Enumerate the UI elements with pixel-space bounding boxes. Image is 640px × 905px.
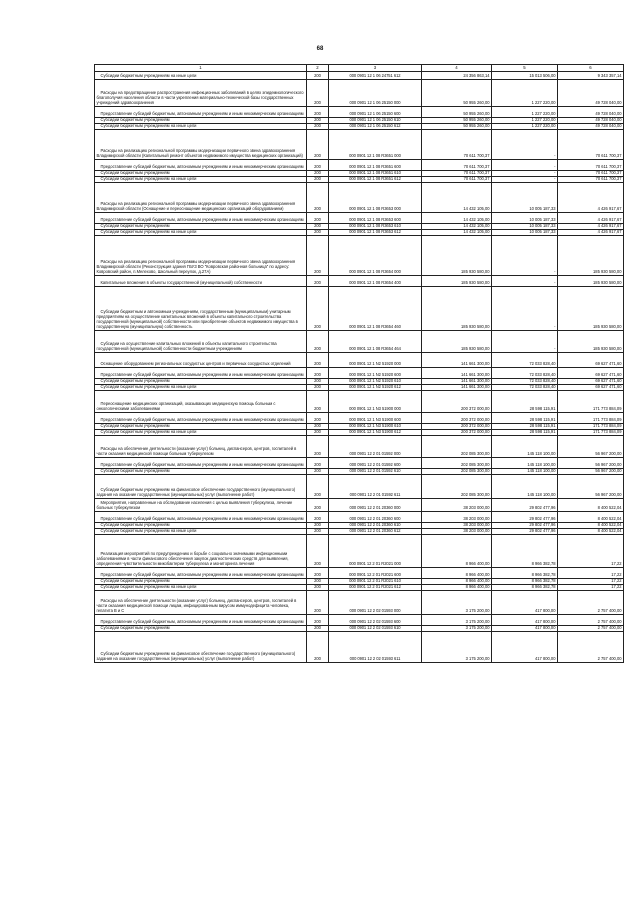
row-name: Предоставление субсидий бюджетным, автономным учреждениям и иным некоммерческим организациям [95, 512, 307, 523]
row-code: 000 0901 12 1 08 R3653 612 [329, 230, 422, 236]
table-row [95, 591, 624, 615]
row-kvr: 200 [307, 130, 329, 160]
row-code: 000 0901 12 2 02 01593 610 [329, 626, 422, 632]
row-name: Расходы на предотвращение распространения инфекционных заболеваний в целях эпидемиологического благополучия населения области в части укрепления материально-технической базы государственных учреждений здравоохранения [95, 80, 307, 107]
row-value-executed: - [492, 160, 558, 171]
row-code: 000 0901 12 1 N2 51920 600 [329, 368, 422, 379]
row-name: Субсидии бюджетным учреждениям [95, 379, 307, 385]
row-code: 000 0901 12 1 08 R3651 600 [329, 160, 422, 171]
row-code: 000 0901 12 1 08 R3654 000 [329, 236, 422, 276]
row-value-approved: 8 966 400,00 [422, 579, 492, 585]
row-kvr: 200 [307, 177, 329, 183]
row-value-executed: 8 966 382,78 [492, 568, 558, 579]
row-kvr: 200 [307, 535, 329, 568]
row-name: Субсидии бюджетным учреждениям на финансовое обеспечение государственного (муниципального) задания на оказание государственных (муниципальных) услуг (выполнение работ) [95, 475, 307, 499]
row-code: 000 0901 12 2 01 R2021 600 [329, 568, 422, 579]
table-row [95, 632, 624, 663]
header-cell: 5 [492, 65, 558, 72]
row-code: 000 0901 12 2 01 20360 612 [329, 529, 422, 535]
row-value-approved: 50 955 260,00 [422, 124, 492, 130]
row-name: Субсидии бюджетным учреждениям [95, 579, 307, 585]
row-code: 000 0901 12 1 06 25150 612 [329, 124, 422, 130]
row-value-remainder: 2 757 400,00 [558, 615, 624, 626]
row-code: 000 0901 12 2 01 20360 600 [329, 512, 422, 523]
row-code: 000 0901 12 1 08 R3654 464 [329, 331, 422, 353]
row-value-approved: 14 432 105,00 [422, 183, 492, 213]
row-value-executed: 29 802 477,96 [492, 529, 558, 535]
row-code: 000 0901 12 1 N3 51900 612 [329, 430, 422, 436]
row-code: 000 0901 12 1 08 R3651 612 [329, 177, 422, 183]
row-value-executed: - [492, 177, 558, 183]
row-kvr: 200 [307, 591, 329, 615]
row-value-approved: 202 085 300,00 [422, 469, 492, 475]
row-value-approved: 24 356 863,14 [422, 72, 492, 80]
row-value-approved: 141 661 300,00 [422, 368, 492, 379]
row-value-approved: 202 085 300,00 [422, 475, 492, 499]
row-name: Субсидии бюджетным учреждениям на иные цели [95, 430, 307, 436]
row-value-executed: - [492, 130, 558, 160]
row-kvr: 200 [307, 183, 329, 213]
row-code: 000 0901 12 1 N3 51900 000 [329, 391, 422, 413]
row-code: 000 0901 12 1 N2 51920 612 [329, 385, 422, 391]
table-row [95, 130, 624, 160]
row-code: 000 0901 12 2 01 R2021 000 [329, 535, 422, 568]
row-name: Предоставление субсидий бюджетным, автономным учреждениям и иным некоммерческим организациям [95, 107, 307, 118]
row-kvr: 200 [307, 230, 329, 236]
table-row [95, 230, 624, 236]
row-name: Субсидии бюджетным учреждениям [95, 626, 307, 632]
row-value-approved: 3 175 200,00 [422, 626, 492, 632]
row-value-approved: 185 930 580,00 [422, 236, 492, 276]
table-row [95, 458, 624, 469]
row-value-approved: 141 661 300,00 [422, 385, 492, 391]
row-value-remainder: 171 773 884,09 [558, 430, 624, 436]
row-value-approved: 70 611 700,37 [422, 177, 492, 183]
row-value-remainder: 49 728 040,00 [558, 118, 624, 124]
row-code: 000 0901 12 1 08 R3653 600 [329, 213, 422, 224]
table-row [95, 529, 624, 535]
row-code: 000 0901 12 2 01 01592 611 [329, 475, 422, 499]
table-row [95, 160, 624, 171]
table-row [95, 499, 624, 512]
table-row [95, 183, 624, 213]
row-kvr: 200 [307, 236, 329, 276]
row-value-approved: 141 661 300,00 [422, 379, 492, 385]
row-code: 000 0901 12 2 01 20360 000 [329, 499, 422, 512]
row-kvr: 200 [307, 368, 329, 379]
row-value-approved: 70 611 700,37 [422, 171, 492, 177]
row-code: 000 0901 12 2 01 20360 610 [329, 523, 422, 529]
row-value-remainder: 70 611 700,37 [558, 177, 624, 183]
row-value-remainder: 56 967 200,00 [558, 475, 624, 499]
table-row [95, 430, 624, 436]
row-kvr: 200 [307, 430, 329, 436]
row-kvr: 200 [307, 391, 329, 413]
row-value-approved: 50 955 260,00 [422, 80, 492, 107]
row-kvr: 200 [307, 171, 329, 177]
row-kvr: 200 [307, 107, 329, 118]
table-row [95, 80, 624, 107]
row-value-approved: 38 203 000,00 [422, 499, 492, 512]
row-name: Предоставление субсидий бюджетным, автономным учреждениям и иным некоммерческим организациям [95, 160, 307, 171]
row-value-executed: 29 802 477,96 [492, 499, 558, 512]
row-value-approved: 70 611 700,37 [422, 130, 492, 160]
row-name: Предоставление субсидий бюджетным, автономным учреждениям и иным некоммерческим организациям [95, 615, 307, 626]
row-kvr: 200 [307, 72, 329, 80]
row-value-remainder: 70 611 700,37 [558, 171, 624, 177]
row-name: Предоставление субсидий бюджетным, автономным учреждениям и иным некоммерческим организациям [95, 568, 307, 579]
row-value-approved: 200 372 000,00 [422, 391, 492, 413]
header-cell: 6 [558, 65, 624, 72]
table-row [95, 512, 624, 523]
row-kvr: 200 [307, 615, 329, 626]
row-name: Субсидии бюджетным учреждениям на финансовое обеспечение государственного (муниципального) задания на оказание государственных (муниципальных) услуг (выполнение работ) [95, 632, 307, 663]
row-value-executed: 15 013 506,00 [492, 72, 558, 80]
budget-table [94, 64, 624, 663]
row-value-executed: 10 005 187,33 [492, 230, 558, 236]
row-code: 000 0901 12 1 N2 51920 610 [329, 379, 422, 385]
row-name: Мероприятия, направленные на обследование населения с целью выявления туберкулеза, лечение больных туберкулезом [95, 499, 307, 512]
row-name: Субсидии бюджетным учреждениям [95, 118, 307, 124]
row-value-approved: 141 661 300,00 [422, 353, 492, 368]
row-name: Субсидии бюджетным учреждениям на иные цели [95, 177, 307, 183]
table-row [95, 385, 624, 391]
row-value-remainder: 56 967 200,00 [558, 469, 624, 475]
header-cell: 4 [422, 65, 492, 72]
table-row [95, 236, 624, 276]
row-value-executed: 145 118 100,00 [492, 458, 558, 469]
table-row [95, 276, 624, 287]
table-row [95, 585, 624, 591]
row-value-remainder: 8 400 522,04 [558, 529, 624, 535]
row-code: 000 0901 12 2 01 01592 000 [329, 436, 422, 458]
header-cell: 1 [95, 65, 307, 72]
table-row [95, 436, 624, 458]
row-name: Субсидии бюджетным учреждениям [95, 424, 307, 430]
table-row [95, 475, 624, 499]
row-value-approved: 14 432 105,00 [422, 224, 492, 230]
row-value-approved: 50 955 260,00 [422, 107, 492, 118]
row-value-executed: 1 227 220,00 [492, 124, 558, 130]
row-name: Капитальные вложения в объекты государственной (муниципальной) собственности [95, 276, 307, 287]
row-value-executed: 8 966 382,78 [492, 585, 558, 591]
row-value-executed: 10 005 187,33 [492, 183, 558, 213]
row-kvr: 200 [307, 469, 329, 475]
row-kvr: 200 [307, 287, 329, 331]
row-value-remainder: 17,22 [558, 568, 624, 579]
table-row [95, 568, 624, 579]
page-number: 68 [316, 46, 324, 52]
row-code: 000 0901 12 2 01 R2021 610 [329, 579, 422, 585]
row-value-remainder: 8 400 522,04 [558, 499, 624, 512]
row-code: 000 0901 12 2 02 01593 600 [329, 615, 422, 626]
row-value-approved: 3 175 200,00 [422, 632, 492, 663]
row-code: 000 0901 12 1 06 25150 600 [329, 107, 422, 118]
row-value-remainder: 8 400 522,04 [558, 512, 624, 523]
row-value-approved: 202 085 300,00 [422, 436, 492, 458]
row-value-executed: 8 966 382,78 [492, 535, 558, 568]
row-kvr: 200 [307, 475, 329, 499]
row-kvr: 200 [307, 124, 329, 130]
row-kvr: 200 [307, 523, 329, 529]
row-name: Субсидии бюджетным учреждениям [95, 523, 307, 529]
row-value-approved: 14 432 105,00 [422, 230, 492, 236]
row-code: 000 0901 12 1 06 24751 612 [329, 72, 422, 80]
row-value-approved: 8 966 400,00 [422, 535, 492, 568]
row-name: Расходы на реализацию региональной программы модернизации первичного звена здравоохранения Владимирской области (Оснащение и переоснащение медицинских организаций оборудованием) [95, 183, 307, 213]
row-value-approved: 185 930 580,00 [422, 287, 492, 331]
row-value-remainder: 185 930 580,00 [558, 236, 624, 276]
row-value-approved: 3 175 200,00 [422, 591, 492, 615]
row-value-executed: 28 598 115,91 [492, 424, 558, 430]
table-row [95, 535, 624, 568]
row-value-remainder: 2 757 400,00 [558, 591, 624, 615]
row-name: Расходы на обеспечение деятельности (оказание услуг) больниц, диспансеров, центров, госпиталей в части оказания медицинской помощи лицам, инфицированным вирусом иммунодефицита человека, гепатита В и С [95, 591, 307, 615]
row-value-executed: - [492, 171, 558, 177]
row-kvr: 200 [307, 458, 329, 469]
row-name: Предоставление субсидий бюджетным, автономным учреждениям и иным некоммерческим организациям [95, 368, 307, 379]
row-kvr: 200 [307, 626, 329, 632]
row-name: Реализация мероприятий по предупреждению и борьбе с социально значимыми инфекционными заболеваниями в части финансового обеспечения закупок диагностических средств для выявления, определения чувствительности микобактерии туберкулеза и мониторинга лечения [95, 535, 307, 568]
row-value-remainder: 8 400 522,04 [558, 523, 624, 529]
row-value-approved: 38 203 000,00 [422, 529, 492, 535]
row-value-executed: 72 033 828,40 [492, 379, 558, 385]
row-kvr: 200 [307, 499, 329, 512]
row-name: Субсидии бюджетным учреждениям [95, 469, 307, 475]
row-name: Субсидии бюджетным учреждениям на иные цели [95, 230, 307, 236]
row-value-remainder: 70 611 700,37 [558, 160, 624, 171]
row-value-remainder: 171 773 884,09 [558, 413, 624, 424]
row-name: Предоставление субсидий бюджетным, автономным учреждениям и иным некоммерческим организациям [95, 213, 307, 224]
row-kvr: 200 [307, 436, 329, 458]
row-value-approved: 200 372 000,00 [422, 430, 492, 436]
row-name: Субсидии бюджетным и автономным учреждениям, государственным (муниципальным) унитарным предприятиям на осуществление капитальных вложений в объекты капитального строительства государственной (муниципальной) собственности или приобретение объектов недвижимого имущества в государственную (муниципальную) собственность [95, 287, 307, 331]
row-name: Субсидии бюджетным учреждениям на иные цели [95, 72, 307, 80]
row-value-executed: 1 227 220,00 [492, 107, 558, 118]
row-value-remainder: 4 426 917,67 [558, 183, 624, 213]
row-kvr: 200 [307, 276, 329, 287]
row-name: Субсидии бюджетным учреждениям на иные цели [95, 385, 307, 391]
row-code: 000 0901 12 1 06 25150 000 [329, 80, 422, 107]
row-value-approved: 3 175 200,00 [422, 615, 492, 626]
row-value-remainder: 17,22 [558, 579, 624, 585]
row-kvr: 200 [307, 118, 329, 124]
row-value-executed: - [492, 276, 558, 287]
row-kvr: 200 [307, 424, 329, 430]
row-code: 000 0901 12 1 08 R3651 610 [329, 171, 422, 177]
row-kvr: 200 [307, 632, 329, 663]
row-value-remainder: 69 627 471,60 [558, 379, 624, 385]
row-value-executed: - [492, 236, 558, 276]
row-value-remainder: 17,22 [558, 535, 624, 568]
row-value-remainder: 185 930 580,00 [558, 331, 624, 353]
row-kvr: 200 [307, 160, 329, 171]
row-value-executed: 145 118 100,00 [492, 436, 558, 458]
row-value-approved: 70 611 700,37 [422, 160, 492, 171]
row-value-executed: 417 800,00 [492, 591, 558, 615]
table-header-row [95, 65, 624, 72]
row-value-approved: 14 432 105,00 [422, 213, 492, 224]
table-row [95, 287, 624, 331]
row-value-remainder: 4 426 917,67 [558, 213, 624, 224]
row-value-remainder: 69 627 471,60 [558, 353, 624, 368]
row-value-executed: 29 802 477,96 [492, 512, 558, 523]
row-name: Субсидии бюджетным учреждениям [95, 224, 307, 230]
row-value-executed: - [492, 287, 558, 331]
row-value-remainder: 9 343 357,14 [558, 72, 624, 80]
row-kvr: 200 [307, 224, 329, 230]
row-kvr: 200 [307, 512, 329, 523]
row-name: Субсидии на осуществление капитальных вложений в объекты капитального строительства государственной (муниципальной) собственности бюджетным учреждениям [95, 331, 307, 353]
row-name: Оснащение оборудованием региональных сосудистых центров и первичных сосудистых отделений [95, 353, 307, 368]
row-name: Расходы на реализацию региональной программы модернизации первичного звена здравоохранения Владимирской области (Капитальный ремонт объектов недвижимого имущества медицинских организаций) [95, 130, 307, 160]
row-code: 000 0901 12 2 01 01592 610 [329, 469, 422, 475]
table-row [95, 213, 624, 224]
row-value-executed: 145 118 100,00 [492, 469, 558, 475]
row-code: 000 0901 12 1 08 R3654 400 [329, 276, 422, 287]
row-value-executed: 72 033 828,40 [492, 368, 558, 379]
row-value-executed: 417 800,00 [492, 615, 558, 626]
row-value-approved: 200 372 000,00 [422, 424, 492, 430]
row-value-remainder: 4 426 917,67 [558, 230, 624, 236]
row-value-remainder: 4 426 917,67 [558, 224, 624, 230]
row-value-remainder: 69 627 471,60 [558, 368, 624, 379]
row-value-remainder: 2 757 400,00 [558, 632, 624, 663]
row-kvr: 200 [307, 353, 329, 368]
row-name: Субсидии бюджетным учреждениям [95, 171, 307, 177]
row-value-approved: 185 930 580,00 [422, 276, 492, 287]
row-kvr: 200 [307, 579, 329, 585]
row-value-remainder: 2 757 400,00 [558, 626, 624, 632]
table-row [95, 353, 624, 368]
row-value-remainder: 49 728 040,00 [558, 107, 624, 118]
row-value-executed: 29 802 477,96 [492, 523, 558, 529]
header-cell: 2 [307, 65, 329, 72]
table-row [95, 331, 624, 353]
row-kvr: 200 [307, 331, 329, 353]
row-value-executed: 28 598 115,91 [492, 430, 558, 436]
table-row [95, 124, 624, 130]
row-value-remainder: 17,22 [558, 585, 624, 591]
row-kvr: 200 [307, 379, 329, 385]
row-value-remainder: 56 967 200,00 [558, 436, 624, 458]
row-kvr: 200 [307, 568, 329, 579]
row-name: Субсидии бюджетным учреждениям на иные цели [95, 529, 307, 535]
row-name: Расходы на обеспечение деятельности (оказание услуг) больниц, диспансеров, центров, госпиталей в части оказания медицинской помощи больным туберкулезом [95, 436, 307, 458]
row-value-executed: 8 966 382,78 [492, 579, 558, 585]
row-value-executed: 72 033 828,40 [492, 353, 558, 368]
row-value-remainder: 56 967 200,00 [558, 458, 624, 469]
table-row [95, 413, 624, 424]
row-code: 000 0901 12 1 N2 51920 000 [329, 353, 422, 368]
row-value-remainder: 49 728 040,00 [558, 80, 624, 107]
row-value-executed: 417 800,00 [492, 632, 558, 663]
row-name: Субсидии бюджетным учреждениям на иные цели [95, 585, 307, 591]
row-code: 000 0901 12 1 08 R3653 610 [329, 224, 422, 230]
table-row [95, 368, 624, 379]
row-code: 000 0901 12 1 N3 51900 600 [329, 413, 422, 424]
row-name: Субсидии бюджетным учреждениям на иные цели [95, 124, 307, 130]
row-value-executed: 1 227 220,00 [492, 80, 558, 107]
row-value-executed: 1 227 220,00 [492, 118, 558, 124]
row-value-approved: 185 930 580,00 [422, 331, 492, 353]
row-name: Предоставление субсидий бюджетным, автономным учреждениям и иным некоммерческим организациям [95, 413, 307, 424]
row-value-remainder: 69 627 471,60 [558, 385, 624, 391]
row-kvr: 200 [307, 413, 329, 424]
row-code: 000 0901 12 1 N3 51900 610 [329, 424, 422, 430]
row-name: Предоставление субсидий бюджетным, автономным учреждениям и иным некоммерческим организациям [95, 458, 307, 469]
row-code: 000 0901 12 2 02 01593 611 [329, 632, 422, 663]
row-kvr: 200 [307, 385, 329, 391]
row-value-remainder: 70 611 700,37 [558, 130, 624, 160]
row-value-executed: 28 598 115,91 [492, 391, 558, 413]
row-value-executed: 10 005 187,33 [492, 213, 558, 224]
row-value-executed: 10 005 187,33 [492, 224, 558, 230]
row-code: 000 0901 12 2 02 01593 000 [329, 591, 422, 615]
row-value-executed: 417 800,00 [492, 626, 558, 632]
row-value-remainder: 185 930 580,00 [558, 287, 624, 331]
row-value-approved: 38 203 000,00 [422, 523, 492, 529]
row-value-remainder: 185 930 580,00 [558, 276, 624, 287]
row-code: 000 0901 12 1 08 R3651 000 [329, 130, 422, 160]
row-value-approved: 50 955 260,00 [422, 118, 492, 124]
row-code: 000 0901 12 2 01 R2021 612 [329, 585, 422, 591]
row-value-executed: 72 033 828,40 [492, 385, 558, 391]
row-value-remainder: 171 773 884,09 [558, 424, 624, 430]
row-value-executed: - [492, 331, 558, 353]
row-value-approved: 8 966 400,00 [422, 568, 492, 579]
table-row [95, 107, 624, 118]
row-value-remainder: 49 728 040,00 [558, 124, 624, 130]
row-kvr: 200 [307, 80, 329, 107]
table-row [95, 72, 624, 80]
row-value-approved: 8 966 400,00 [422, 585, 492, 591]
row-code: 000 0901 12 1 08 R3653 000 [329, 183, 422, 213]
row-kvr: 200 [307, 529, 329, 535]
row-value-approved: 38 203 000,00 [422, 512, 492, 523]
table-row [95, 615, 624, 626]
row-name: Расходы на реализацию региональной программы модернизации первичного звена здравоохранения Владимирской области (Реконструкция здания ГБУЗ ВО "Ковровская районная больница" по адресу: Ковровский район, п.Мелехово, Школьный переулок, д.27А) [95, 236, 307, 276]
row-value-remainder: 171 773 884,09 [558, 391, 624, 413]
row-value-executed: 145 118 100,00 [492, 475, 558, 499]
table-body [95, 72, 624, 663]
row-kvr: 200 [307, 213, 329, 224]
row-code: 000 0901 12 1 08 R3654 460 [329, 287, 422, 331]
row-value-approved: 202 085 300,00 [422, 458, 492, 469]
row-code: 000 0901 12 1 06 25150 610 [329, 118, 422, 124]
table-row [95, 391, 624, 413]
row-name: Переоснащение медицинских организаций, оказывающих медицинскую помощь больным с онкологическими заболеваниями [95, 391, 307, 413]
header-cell: 3 [329, 65, 422, 72]
row-value-approved: 200 372 000,00 [422, 413, 492, 424]
row-value-executed: 28 598 115,91 [492, 413, 558, 424]
row-kvr: 200 [307, 585, 329, 591]
row-code: 000 0901 12 2 01 01592 600 [329, 458, 422, 469]
